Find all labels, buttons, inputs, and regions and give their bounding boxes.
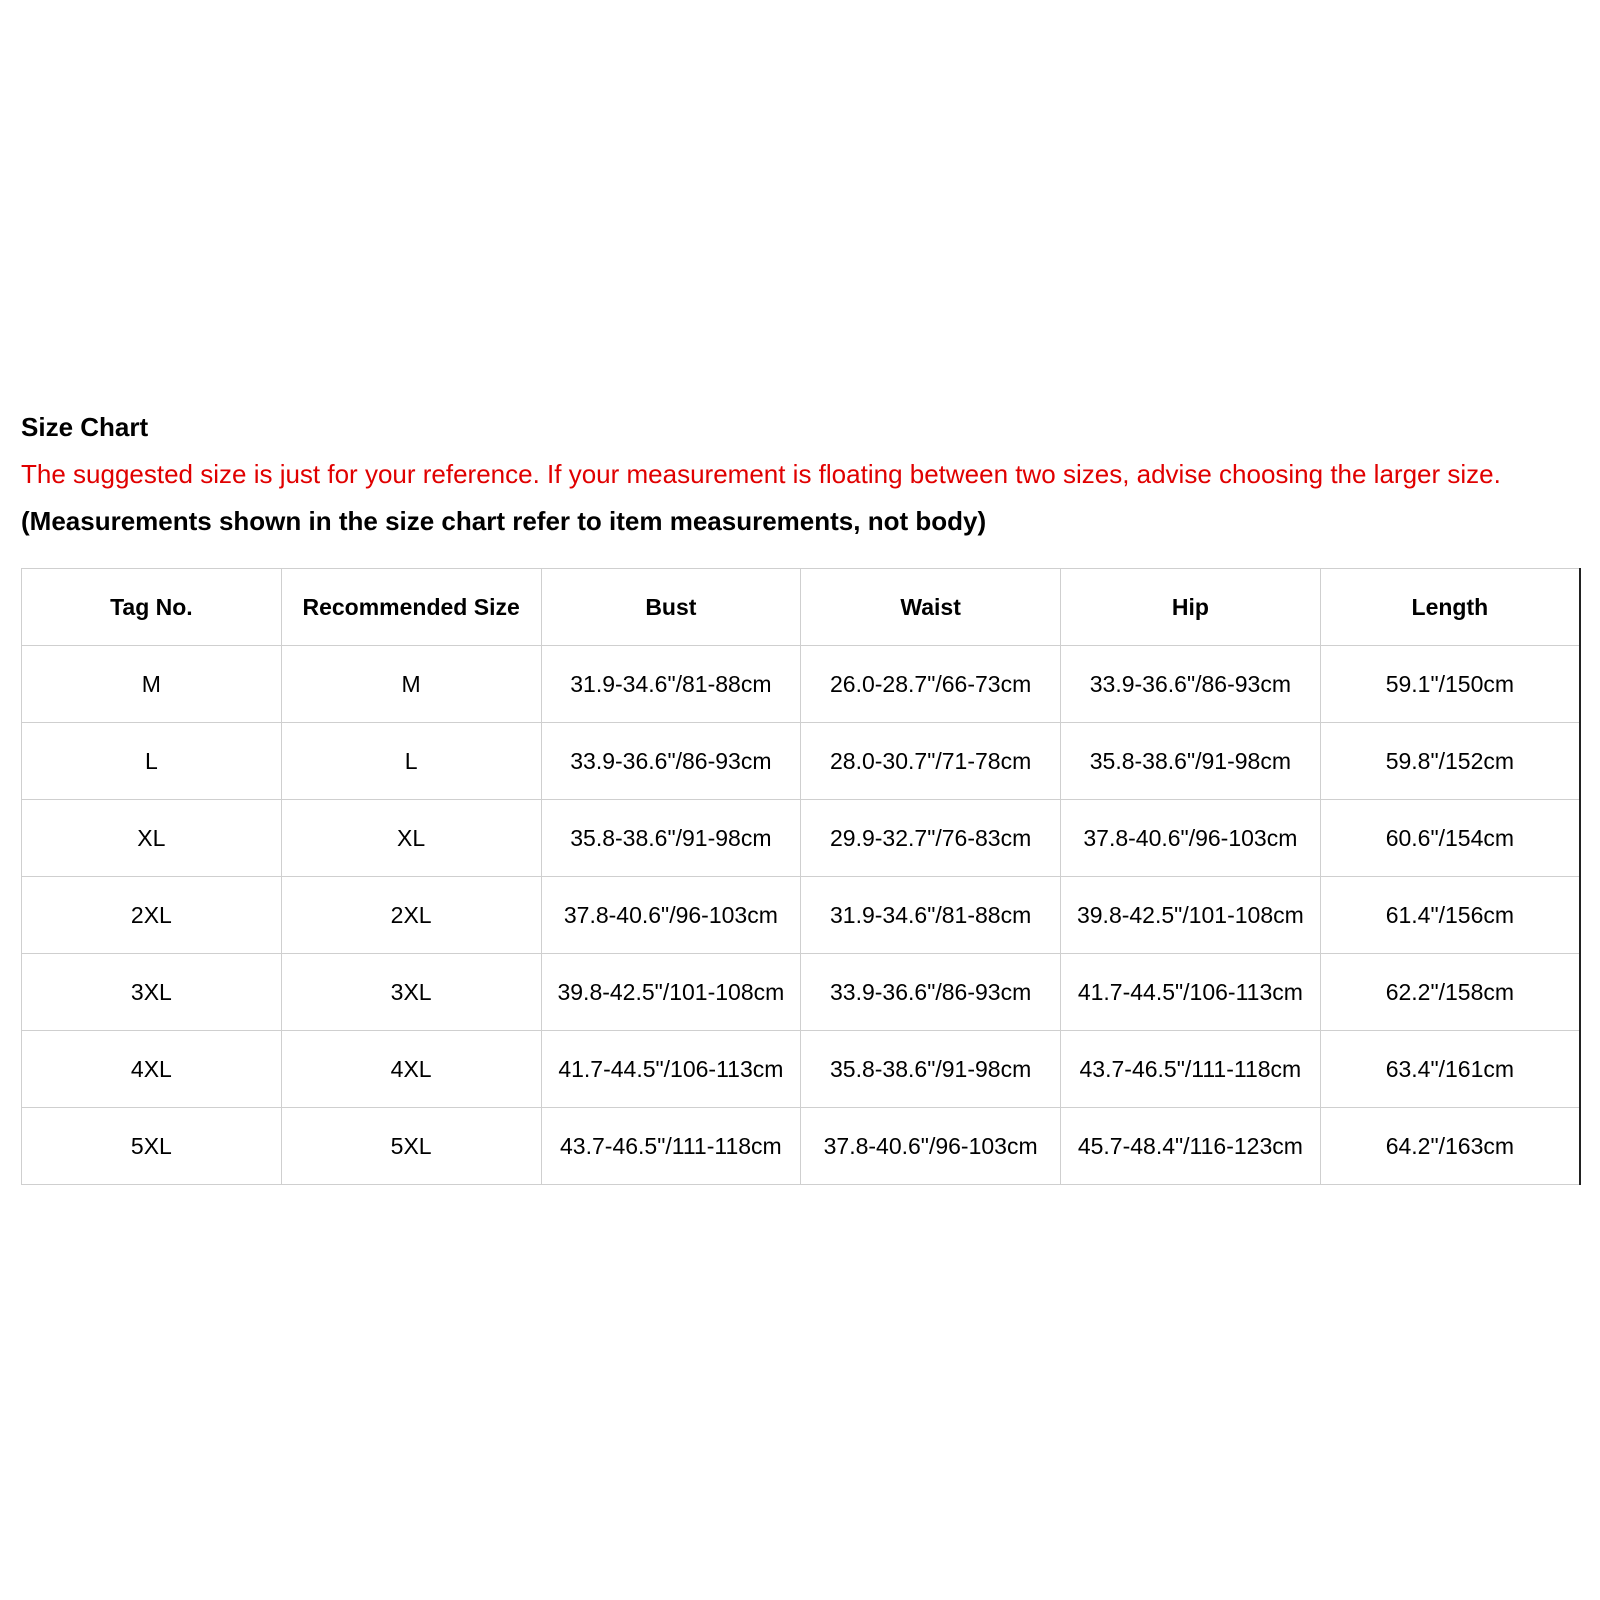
cell-tag-no: XL — [22, 800, 282, 877]
cell-bust: 37.8-40.6"/96-103cm — [541, 877, 801, 954]
cell-recommended-size: XL — [281, 800, 541, 877]
cell-bust: 39.8-42.5"/101-108cm — [541, 954, 801, 1031]
page-title: Size Chart — [21, 412, 149, 442]
table-row — [22, 646, 1581, 723]
cell-hip: 41.7-44.5"/106-113cm — [1061, 954, 1321, 1031]
cell-length: 62.2"/158cm — [1320, 954, 1580, 1031]
cell-waist: 37.8-40.6"/96-103cm — [801, 1108, 1061, 1185]
cell-bust: 33.9-36.6"/86-93cm — [541, 723, 801, 800]
cell-hip: 35.8-38.6"/91-98cm — [1061, 723, 1321, 800]
cell-waist: 26.0-28.7"/66-73cm — [801, 646, 1061, 723]
cell-bust: 43.7-46.5"/111-118cm — [541, 1108, 801, 1185]
cell-length: 64.2"/163cm — [1320, 1108, 1580, 1185]
cell-length: 59.8"/152cm — [1320, 723, 1580, 800]
table-row — [22, 1031, 1581, 1108]
cell-hip: 33.9-36.6"/86-93cm — [1061, 646, 1321, 723]
cell-recommended-size: L — [281, 723, 541, 800]
cell-hip: 45.7-48.4"/116-123cm — [1061, 1108, 1321, 1185]
cell-waist: 28.0-30.7"/71-78cm — [801, 723, 1061, 800]
cell-length: 63.4"/161cm — [1320, 1031, 1580, 1108]
cell-recommended-size: 4XL — [281, 1031, 541, 1108]
table-row — [22, 954, 1581, 1031]
table-row — [22, 1108, 1581, 1185]
measurement-disclaimer: (Measurements shown in the size chart refer to item measurements, not body) — [21, 506, 987, 536]
size-table — [21, 568, 1581, 1185]
cell-waist: 31.9-34.6"/81-88cm — [801, 877, 1061, 954]
column-header-hip: Hip — [1061, 569, 1321, 646]
cell-tag-no: M — [22, 646, 282, 723]
column-header-length: Length — [1320, 569, 1580, 646]
cell-recommended-size: 2XL — [281, 877, 541, 954]
cell-waist: 35.8-38.6"/91-98cm — [801, 1031, 1061, 1108]
cell-length: 59.1"/150cm — [1320, 646, 1580, 723]
cell-hip: 39.8-42.5"/101-108cm — [1061, 877, 1321, 954]
table-row — [22, 723, 1581, 800]
cell-hip: 37.8-40.6"/96-103cm — [1061, 800, 1321, 877]
size-advice-note: The suggested size is just for your reference. If your measurement is floating between two sizes, advise choosing the larger size. — [21, 459, 1501, 489]
cell-length: 60.6"/154cm — [1320, 800, 1580, 877]
table-header-row — [22, 569, 1581, 646]
cell-tag-no: 5XL — [22, 1108, 282, 1185]
cell-recommended-size: 3XL — [281, 954, 541, 1031]
column-header-waist: Waist — [801, 569, 1061, 646]
cell-recommended-size: M — [281, 646, 541, 723]
size-chart — [21, 412, 1581, 1159]
column-header-tag-no: Tag No. — [22, 569, 282, 646]
cell-waist: 29.9-32.7"/76-83cm — [801, 800, 1061, 877]
cell-bust: 31.9-34.6"/81-88cm — [541, 646, 801, 723]
cell-tag-no: 3XL — [22, 954, 282, 1031]
column-header-bust: Bust — [541, 569, 801, 646]
cell-recommended-size: 5XL — [281, 1108, 541, 1185]
table-row — [22, 800, 1581, 877]
cell-tag-no: 2XL — [22, 877, 282, 954]
cell-tag-no: L — [22, 723, 282, 800]
table-row — [22, 877, 1581, 954]
cell-length: 61.4"/156cm — [1320, 877, 1580, 954]
column-header-recommended-size: Recommended Size — [281, 569, 541, 646]
cell-waist: 33.9-36.6"/86-93cm — [801, 954, 1061, 1031]
cell-tag-no: 4XL — [22, 1031, 282, 1108]
cell-bust: 41.7-44.5"/106-113cm — [541, 1031, 801, 1108]
cell-hip: 43.7-46.5"/111-118cm — [1061, 1031, 1321, 1108]
cell-bust: 35.8-38.6"/91-98cm — [541, 800, 801, 877]
